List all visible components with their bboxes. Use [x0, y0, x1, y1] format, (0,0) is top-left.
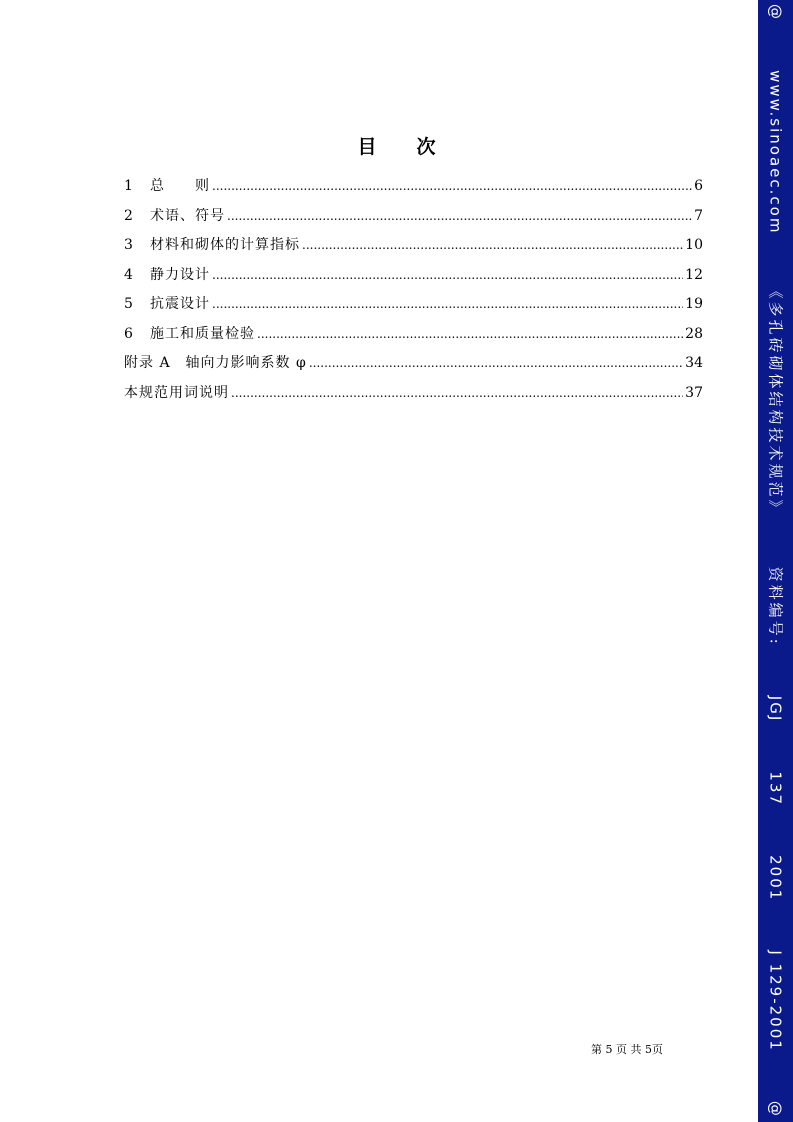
standard-year: 2001 — [766, 855, 785, 902]
at-symbol-top: @ — [766, 4, 785, 21]
page-title-char-1: 目 — [357, 136, 377, 158]
toc-leader-dots — [212, 261, 683, 291]
toc-leader-dots — [302, 231, 683, 261]
toc-number: 4 — [124, 266, 133, 283]
toc-row-1[interactable] — [124, 172, 703, 202]
toc-page-number: 37 — [685, 384, 703, 401]
toc-row-3[interactable] — [124, 231, 703, 261]
toc-title: 总 则 — [150, 178, 210, 194]
toc-leader-dots — [257, 320, 683, 350]
toc-page-number: 34 — [685, 355, 703, 371]
toc-number: 3 — [124, 237, 133, 253]
toc-row-2[interactable] — [124, 202, 703, 232]
toc-title: 静力设计 — [150, 266, 210, 283]
toc-title: 材料和砌体的计算指标 — [150, 237, 300, 253]
table-of-contents — [124, 172, 703, 408]
side-banner — [758, 0, 793, 1122]
toc-title: 本规范用词说明 — [124, 384, 229, 401]
toc-page-number: 28 — [685, 325, 703, 342]
standard-number: 137 — [766, 771, 785, 807]
toc-leader-dots — [212, 172, 692, 202]
toc-leader-dots — [227, 202, 692, 232]
website-link[interactable]: www.sinoaec.com — [766, 70, 785, 235]
toc-title: 抗震设计 — [150, 296, 210, 312]
toc-title: 施工和质量检验 — [150, 325, 255, 342]
toc-page-number: 6 — [694, 178, 703, 194]
toc-number: 5 — [124, 296, 133, 312]
toc-row-usage-notes[interactable] — [124, 379, 703, 409]
toc-number: 2 — [124, 207, 133, 224]
page-title-char-2: 次 — [416, 136, 436, 158]
toc-page-number: 12 — [685, 266, 703, 283]
toc-row-5[interactable] — [124, 290, 703, 320]
toc-title: 术语、符号 — [150, 207, 225, 224]
toc-page-number: 7 — [694, 207, 703, 224]
book-title: 《多孔砖砌体结构技术规范》 — [766, 283, 784, 518]
page-title — [0, 132, 793, 159]
document-number-label: 资料编号: — [766, 566, 784, 647]
toc-title: 附录 A 轴向力影响系数 φ — [124, 355, 307, 371]
toc-row-4[interactable] — [124, 261, 703, 291]
toc-leader-dots — [309, 349, 683, 379]
toc-number: 6 — [124, 325, 133, 342]
toc-page-number: 10 — [685, 237, 703, 253]
toc-row-6[interactable] — [124, 320, 703, 350]
toc-page-number: 19 — [685, 296, 703, 312]
page-footer: 第 5 页 共 5页 — [591, 1043, 663, 1056]
standard-code: JGJ — [766, 695, 785, 723]
record-number: J 129-2001 — [766, 950, 785, 1052]
toc-leader-dots — [212, 290, 683, 320]
at-symbol-bottom: @ — [766, 1100, 785, 1118]
toc-number: 1 — [124, 178, 133, 194]
side-banner-text — [758, 0, 793, 1122]
toc-row-appendix-a[interactable] — [124, 349, 703, 379]
toc-leader-dots — [231, 379, 683, 409]
